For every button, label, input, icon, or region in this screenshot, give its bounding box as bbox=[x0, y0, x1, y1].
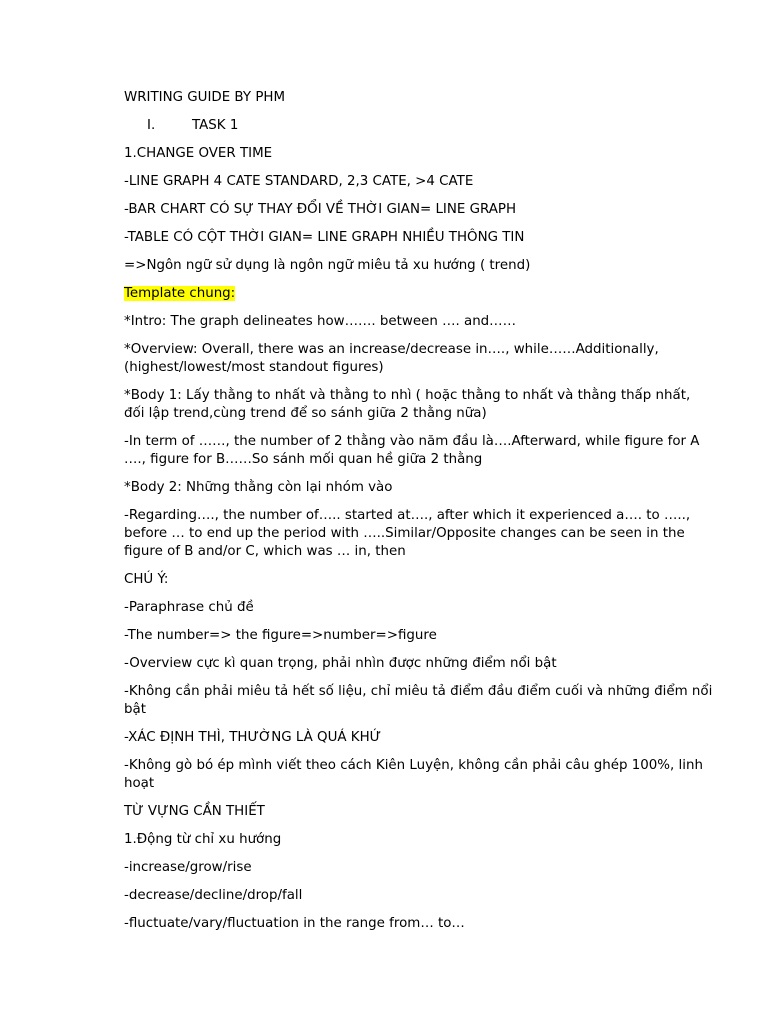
paragraph: 1.Động từ chỉ xu hướng bbox=[124, 832, 282, 847]
section-heading bbox=[124, 117, 714, 135]
paragraph: TỪ VỰNG CẦN THIẾT bbox=[124, 804, 265, 819]
paragraph: *Intro: The graph delineates how……. between …. and…… bbox=[124, 314, 516, 329]
paragraph: *Overview: Overall, there was an increase/decrease in…., while……Additionally, (highest/lowest/most standout figures) bbox=[124, 342, 663, 375]
paragraph: CHÚ Ý: bbox=[124, 572, 169, 587]
template-label-line bbox=[124, 285, 714, 303]
paragraph: -increase/grow/rise bbox=[124, 860, 252, 875]
paragraph: -LINE GRAPH 4 CATE STANDARD, 2,3 CATE, >4 CATE bbox=[124, 174, 474, 189]
paragraph: -TABLE CÓ CỘT THỜI GIAN= LINE GRAPH NHIỀU THÔNG TIN bbox=[124, 230, 525, 245]
paragraph: -The number=> the figure=>number=>figure bbox=[124, 628, 437, 643]
paragraph: -Paraphrase chủ đề bbox=[124, 600, 254, 615]
paragraph: -Không cần phải miêu tả hết số liệu, chỉ miêu tả điểm đầu điểm cuối và những điểm nổi bật bbox=[124, 684, 717, 717]
paragraph: -Regarding…., the number of….. started at…., after which it experienced a…. to ….., before … to end up the period with …..Similar/Opposite changes can be seen in the figure of B and/or C, which was … in, then bbox=[124, 508, 695, 559]
document-page bbox=[124, 89, 717, 943]
paragraph: *Body 2: Những thằng còn lại nhóm vào bbox=[124, 480, 393, 495]
section-label: TASK 1 bbox=[192, 118, 239, 133]
paragraph: -BAR CHART CÓ SỰ THAY ĐỔI VỀ THỜI GIAN= LINE GRAPH bbox=[124, 202, 517, 217]
document-title: WRITING GUIDE BY PHM bbox=[124, 90, 286, 105]
section-number: I. bbox=[147, 118, 156, 133]
paragraph: -In term of ……, the number of 2 thằng vào năm đầu là….Afterward, while figure for A …., figure for B……So sánh mối quan hề giữa 2 thằng bbox=[124, 434, 704, 467]
paragraph: -Overview cực kì quan trọng, phải nhìn được những điểm nổi bật bbox=[124, 656, 557, 671]
paragraph: -fluctuate/vary/fluctuation in the range from… to… bbox=[124, 916, 465, 931]
paragraph: 1.CHANGE OVER TIME bbox=[124, 146, 273, 161]
paragraph: *Body 1: Lấy thằng to nhất và thằng to nhì ( hoặc thằng to nhất và thằng thấp nhất, đối lập trend,cùng trend để so sánh giữa 2 thằng nữa) bbox=[124, 388, 695, 421]
paragraph: -XÁC ĐỊNH THÌ, THƯỜNG LÀ QUÁ KHỨ bbox=[124, 730, 382, 745]
paragraph: =>Ngôn ngữ sử dụng là ngôn ngữ miêu tả xu hướng ( trend) bbox=[124, 258, 531, 273]
template-label: Template chung: bbox=[124, 286, 236, 301]
paragraph: -decrease/decline/drop/fall bbox=[124, 888, 303, 903]
paragraph: -Không gò bó ép mình viết theo cách Kiên Luyện, không cần phải câu ghép 100%, linh hoạt bbox=[124, 758, 708, 791]
